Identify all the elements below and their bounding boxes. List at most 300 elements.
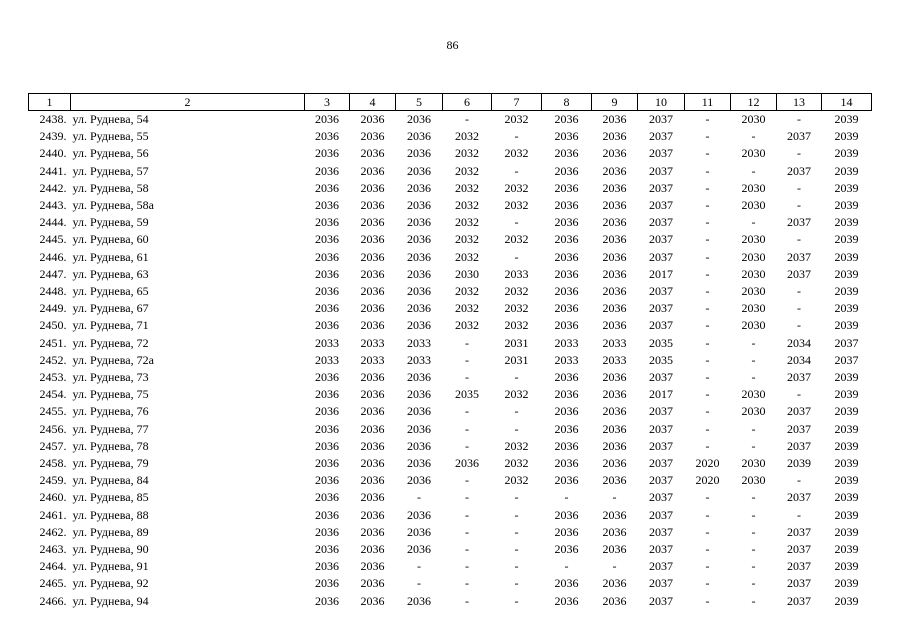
year-cell: -: [417, 490, 421, 505]
year-cell: -: [705, 266, 710, 281]
year-cell: 2033: [315, 352, 339, 367]
year-cell: 2036: [315, 180, 339, 195]
year-cell: -: [465, 593, 469, 608]
year-cell: 2030: [741, 318, 766, 333]
year-cell: 2036: [602, 456, 627, 471]
year-cell: 2036: [602, 542, 627, 557]
year-cell: 2036: [602, 198, 627, 213]
year-cell: 2030: [741, 473, 766, 488]
year-cell: 2036: [315, 404, 339, 419]
year-cell: 2032: [504, 284, 529, 299]
year-cell: 2036: [554, 404, 579, 419]
year-cell: -: [705, 387, 710, 402]
year-cell: 2032: [504, 198, 529, 213]
table-row: [29, 352, 872, 369]
table-row: [29, 369, 872, 386]
row-number: 2460.: [39, 490, 67, 505]
row-number: 2457.: [39, 438, 67, 453]
year-cell: 2037: [649, 542, 673, 557]
year-cell: 2036: [554, 266, 579, 281]
year-cell: -: [751, 559, 756, 574]
year-cell: 2039: [834, 215, 859, 230]
year-cell: 2032: [455, 146, 479, 161]
year-cell: 2037: [649, 421, 673, 436]
year-cell: 2036: [360, 146, 385, 161]
year-cell: 2036: [554, 421, 579, 436]
table-row: [29, 472, 872, 489]
year-cell: -: [514, 215, 519, 230]
year-cell: 2036: [407, 215, 431, 230]
year-cell: 2017: [649, 266, 673, 281]
year-cell: -: [564, 559, 569, 574]
row-number: 2448.: [39, 284, 67, 299]
year-cell: -: [705, 438, 710, 453]
year-cell: 2036: [360, 249, 385, 264]
row-number: 2443.: [39, 198, 67, 213]
year-cell: 2036: [602, 438, 627, 453]
row-number: 2444.: [39, 215, 67, 230]
year-cell: 2036: [602, 318, 627, 333]
year-cell: 2036: [602, 249, 627, 264]
year-cell: 2036: [602, 163, 627, 178]
address-cell: ул. Руднева, 94: [72, 593, 149, 608]
year-cell: 2036: [315, 387, 339, 402]
column-header-6: 6: [443, 94, 492, 111]
year-cell: 2037: [787, 438, 811, 453]
year-cell: -: [751, 163, 756, 178]
year-cell: 2036: [407, 421, 431, 436]
year-cell: -: [705, 129, 710, 144]
year-cell: 2037: [787, 524, 811, 539]
row-number: 2452.: [39, 352, 67, 367]
row-number: 2446.: [39, 249, 67, 264]
year-cell: -: [514, 249, 519, 264]
table-row: [29, 163, 872, 180]
year-cell: 2037: [649, 301, 673, 316]
row-number: 2445.: [39, 232, 67, 247]
address-cell: ул. Руднева, 79: [72, 456, 149, 471]
column-header-7: 7: [492, 94, 542, 111]
year-cell: 2037: [787, 593, 811, 608]
year-cell: 2036: [315, 576, 339, 591]
year-cell: -: [705, 335, 710, 350]
column-header-12: 12: [731, 94, 777, 111]
year-cell: 2037: [787, 129, 811, 144]
year-cell: 2030: [741, 456, 766, 471]
column-header-3: 3: [305, 94, 350, 111]
year-cell: 2036: [407, 438, 431, 453]
year-cell: -: [514, 421, 519, 436]
row-number: 2462.: [39, 524, 67, 539]
address-cell: ул. Руднева, 88: [72, 507, 149, 522]
address-cell: ул. Руднева, 61: [72, 249, 149, 264]
year-cell: 2036: [554, 370, 579, 385]
year-cell: 2036: [360, 438, 385, 453]
year-cell: 2036: [315, 284, 339, 299]
year-cell: 2036: [360, 266, 385, 281]
year-cell: 2039: [834, 284, 859, 299]
year-cell: 2036: [360, 490, 385, 505]
year-cell: -: [514, 576, 519, 591]
year-cell: 2037: [649, 593, 673, 608]
year-cell: -: [751, 576, 756, 591]
year-cell: 2036: [455, 456, 479, 471]
year-cell: -: [751, 507, 756, 522]
year-cell: 2039: [834, 438, 859, 453]
row-number: 2466.: [39, 593, 67, 608]
year-cell: -: [705, 180, 710, 195]
year-cell: 2036: [407, 301, 431, 316]
year-cell: 2032: [504, 232, 529, 247]
table-row: [29, 266, 872, 283]
year-cell: 2037: [649, 318, 673, 333]
year-cell: 2037: [649, 490, 673, 505]
year-cell: 2039: [834, 507, 859, 522]
year-cell: 2030: [741, 266, 766, 281]
year-cell: -: [417, 576, 421, 591]
year-cell: 2037: [834, 335, 859, 350]
year-cell: 2039: [834, 490, 859, 505]
year-cell: -: [705, 112, 710, 126]
year-cell: 2036: [407, 284, 431, 299]
year-cell: 2032: [504, 456, 529, 471]
address-cell: ул. Руднева, 60: [72, 232, 149, 247]
year-cell: 2036: [554, 318, 579, 333]
year-cell: 2036: [554, 112, 579, 126]
year-cell: 2036: [602, 593, 627, 608]
year-cell: 2039: [834, 249, 859, 264]
year-cell: 2036: [360, 301, 385, 316]
year-cell: -: [514, 593, 519, 608]
address-cell: ул. Руднева, 63: [72, 266, 149, 281]
year-cell: 2031: [504, 352, 529, 367]
year-cell: 2039: [834, 387, 859, 402]
year-cell: 2039: [834, 473, 859, 488]
row-number: 2450.: [39, 318, 67, 333]
year-cell: -: [465, 507, 469, 522]
year-cell: 2036: [360, 576, 385, 591]
year-cell: 2032: [455, 215, 479, 230]
year-cell: 2036: [315, 266, 339, 281]
year-cell: 2037: [649, 249, 673, 264]
year-cell: 2036: [315, 163, 339, 178]
year-cell: 2030: [455, 266, 479, 281]
year-cell: 2036: [315, 198, 339, 213]
year-cell: -: [465, 524, 469, 539]
table-row: [29, 386, 872, 403]
row-number: 2461.: [39, 507, 67, 522]
year-cell: 2037: [787, 266, 811, 281]
year-cell: -: [705, 301, 710, 316]
year-cell: 2036: [315, 542, 339, 557]
year-cell: 2036: [602, 421, 627, 436]
year-cell: -: [564, 490, 569, 505]
year-cell: 2030: [741, 180, 766, 195]
year-cell: 2030: [741, 387, 766, 402]
year-cell: 2036: [554, 180, 579, 195]
year-cell: 2036: [554, 284, 579, 299]
year-cell: 2036: [602, 129, 627, 144]
year-cell: -: [705, 284, 710, 299]
year-cell: 2030: [741, 112, 766, 126]
year-cell: 2032: [504, 301, 529, 316]
table-row: [29, 455, 872, 472]
year-cell: 2036: [315, 490, 339, 505]
column-header-1: 1: [29, 94, 71, 111]
year-cell: 2036: [602, 404, 627, 419]
year-cell: 2037: [649, 146, 673, 161]
year-cell: 2039: [834, 318, 859, 333]
table-row: [29, 197, 872, 214]
year-cell: 2032: [504, 473, 529, 488]
address-cell: ул. Руднева, 58а: [72, 198, 154, 213]
address-cell: ул. Руднева, 90: [72, 542, 149, 557]
year-cell: 2039: [834, 421, 859, 436]
row-number: 2439.: [39, 129, 67, 144]
year-cell: 2036: [554, 249, 579, 264]
year-cell: 2036: [315, 524, 339, 539]
year-cell: 2039: [834, 146, 859, 161]
year-cell: 2037: [649, 404, 673, 419]
year-cell: 2036: [407, 370, 431, 385]
year-cell: 2036: [360, 542, 385, 557]
year-cell: -: [465, 542, 469, 557]
year-cell: 2037: [649, 507, 673, 522]
year-cell: 2020: [695, 456, 720, 471]
year-cell: 2033: [504, 266, 529, 281]
year-cell: 2032: [504, 112, 529, 126]
year-cell: 2037: [649, 198, 673, 213]
year-cell: -: [751, 524, 756, 539]
year-cell: 2037: [649, 112, 673, 126]
table-row: [29, 507, 872, 524]
table-row: [29, 214, 872, 231]
row-number: 2465.: [39, 576, 67, 591]
year-cell: 2036: [554, 301, 579, 316]
row-number: 2463.: [39, 542, 67, 557]
year-cell: 2036: [315, 215, 339, 230]
year-cell: 2036: [407, 163, 431, 178]
year-cell: 2037: [787, 559, 811, 574]
year-cell: 2032: [455, 318, 479, 333]
year-cell: 2036: [360, 421, 385, 436]
row-number: 2449.: [39, 301, 67, 316]
year-cell: 2036: [315, 559, 339, 574]
year-cell: 2030: [741, 404, 766, 419]
page-number: 86: [446, 38, 459, 52]
table-row: [29, 111, 872, 129]
address-cell: ул. Руднева, 76: [72, 404, 149, 419]
column-header-10: 10: [638, 94, 685, 111]
address-cell: ул. Руднева, 89: [72, 524, 149, 539]
year-cell: -: [514, 559, 519, 574]
year-cell: -: [797, 112, 801, 126]
year-cell: -: [705, 249, 710, 264]
year-cell: 2036: [554, 387, 579, 402]
year-cell: 2036: [360, 318, 385, 333]
year-cell: -: [797, 301, 801, 316]
address-cell: ул. Руднева, 71: [72, 318, 149, 333]
table-row: [29, 231, 872, 248]
year-cell: 2036: [360, 284, 385, 299]
year-cell: 2034: [787, 352, 811, 367]
year-cell: -: [465, 421, 469, 436]
address-cell: ул. Руднева, 56: [72, 146, 149, 161]
year-cell: 2032: [455, 249, 479, 264]
year-cell: 2037: [649, 370, 673, 385]
year-cell: 2039: [787, 456, 811, 471]
year-cell: 2037: [649, 180, 673, 195]
year-cell: 2033: [315, 335, 339, 350]
year-cell: -: [465, 335, 469, 350]
year-cell: -: [751, 129, 756, 144]
year-cell: 2033: [554, 335, 579, 350]
address-cell: ул. Руднева, 54: [72, 112, 149, 126]
year-cell: 2036: [602, 370, 627, 385]
year-cell: -: [751, 593, 756, 608]
address-cell: ул. Руднева, 77: [72, 421, 149, 436]
column-header-11: 11: [685, 94, 731, 111]
year-cell: 2036: [360, 370, 385, 385]
year-cell: -: [465, 490, 469, 505]
address-cell: ул. Руднева, 84: [72, 473, 149, 488]
row-number: 2451.: [39, 335, 67, 350]
table-row: [29, 403, 872, 420]
column-header-4: 4: [350, 94, 396, 111]
year-cell: 2034: [787, 335, 811, 350]
row-number: 2458.: [39, 456, 67, 471]
year-cell: -: [797, 146, 801, 161]
year-cell: -: [797, 198, 801, 213]
year-cell: -: [797, 232, 801, 247]
year-cell: 2036: [360, 524, 385, 539]
year-cell: 2033: [554, 352, 579, 367]
row-number: 2440.: [39, 146, 67, 161]
year-cell: 2036: [315, 129, 339, 144]
header-row: [29, 94, 872, 111]
year-cell: 2036: [407, 318, 431, 333]
address-cell: ул. Руднева, 73: [72, 370, 149, 385]
year-cell: 2037: [649, 576, 673, 591]
year-cell: 2035: [455, 387, 479, 402]
year-cell: 2036: [360, 404, 385, 419]
column-header-8: 8: [542, 94, 592, 111]
column-header-5: 5: [396, 94, 443, 111]
year-cell: 2030: [741, 198, 766, 213]
year-cell: 2036: [315, 507, 339, 522]
table-row: [29, 335, 872, 352]
table-row: [29, 145, 872, 162]
year-cell: 2039: [834, 542, 859, 557]
year-cell: -: [705, 198, 710, 213]
year-cell: 2036: [554, 438, 579, 453]
year-cell: 2036: [315, 438, 339, 453]
year-cell: 2036: [360, 129, 385, 144]
year-cell: 2036: [602, 232, 627, 247]
year-cell: 2036: [407, 507, 431, 522]
year-cell: 2037: [787, 404, 811, 419]
row-number: 2456.: [39, 421, 67, 436]
year-cell: 2036: [602, 215, 627, 230]
year-cell: 2036: [554, 129, 579, 144]
year-cell: -: [514, 163, 519, 178]
table-row: [29, 575, 872, 592]
year-cell: -: [465, 352, 469, 367]
column-header-9: 9: [592, 94, 638, 111]
year-cell: 2039: [834, 129, 859, 144]
year-cell: 2036: [360, 387, 385, 402]
year-cell: -: [514, 129, 519, 144]
year-cell: 2036: [360, 456, 385, 471]
year-cell: 2036: [554, 593, 579, 608]
year-cell: -: [514, 542, 519, 557]
year-cell: -: [465, 370, 469, 385]
address-cell: ул. Руднева, 75: [72, 387, 149, 402]
year-cell: 2036: [554, 198, 579, 213]
address-cell: ул. Руднева, 59: [72, 215, 149, 230]
year-cell: 2039: [834, 112, 859, 126]
year-cell: 2037: [787, 421, 811, 436]
year-cell: 2039: [834, 180, 859, 195]
year-cell: -: [705, 146, 710, 161]
row-number: 2442.: [39, 180, 67, 195]
year-cell: 2037: [649, 232, 673, 247]
year-cell: 2036: [407, 456, 431, 471]
year-cell: 2017: [649, 387, 673, 402]
address-cell: ул. Руднева, 67: [72, 301, 149, 316]
row-number: 2459.: [39, 473, 67, 488]
table-row: [29, 524, 872, 541]
year-cell: 2036: [554, 576, 579, 591]
address-cell: ул. Руднева, 72а: [72, 352, 154, 367]
table-row: [29, 541, 872, 558]
year-cell: 2036: [554, 524, 579, 539]
year-cell: 2036: [407, 198, 431, 213]
year-cell: 2036: [602, 507, 627, 522]
year-cell: 2037: [649, 524, 673, 539]
year-cell: 2036: [407, 524, 431, 539]
year-cell: -: [465, 559, 469, 574]
year-cell: -: [751, 542, 756, 557]
year-cell: 2036: [602, 524, 627, 539]
year-cell: 2036: [315, 146, 339, 161]
year-cell: 2033: [602, 335, 627, 350]
year-cell: -: [465, 112, 469, 126]
address-cell: ул. Руднева, 78: [72, 438, 149, 453]
year-cell: 2036: [554, 473, 579, 488]
year-cell: 2039: [834, 559, 859, 574]
year-cell: 2037: [649, 129, 673, 144]
year-cell: -: [705, 524, 710, 539]
year-cell: 2033: [407, 352, 431, 367]
year-cell: -: [751, 215, 756, 230]
year-cell: -: [465, 473, 469, 488]
year-cell: 2036: [360, 507, 385, 522]
table-row: [29, 180, 872, 197]
year-cell: -: [705, 421, 710, 436]
year-cell: 2032: [504, 318, 529, 333]
table-row: [29, 558, 872, 575]
year-cell: 2037: [649, 438, 673, 453]
year-cell: 2037: [787, 490, 811, 505]
year-cell: 2032: [455, 180, 479, 195]
year-cell: 2036: [602, 266, 627, 281]
year-cell: 2036: [315, 249, 339, 264]
year-cell: 2037: [787, 215, 811, 230]
year-cell: 2036: [360, 198, 385, 213]
year-cell: -: [465, 576, 469, 591]
row-number: 2447.: [39, 266, 67, 281]
